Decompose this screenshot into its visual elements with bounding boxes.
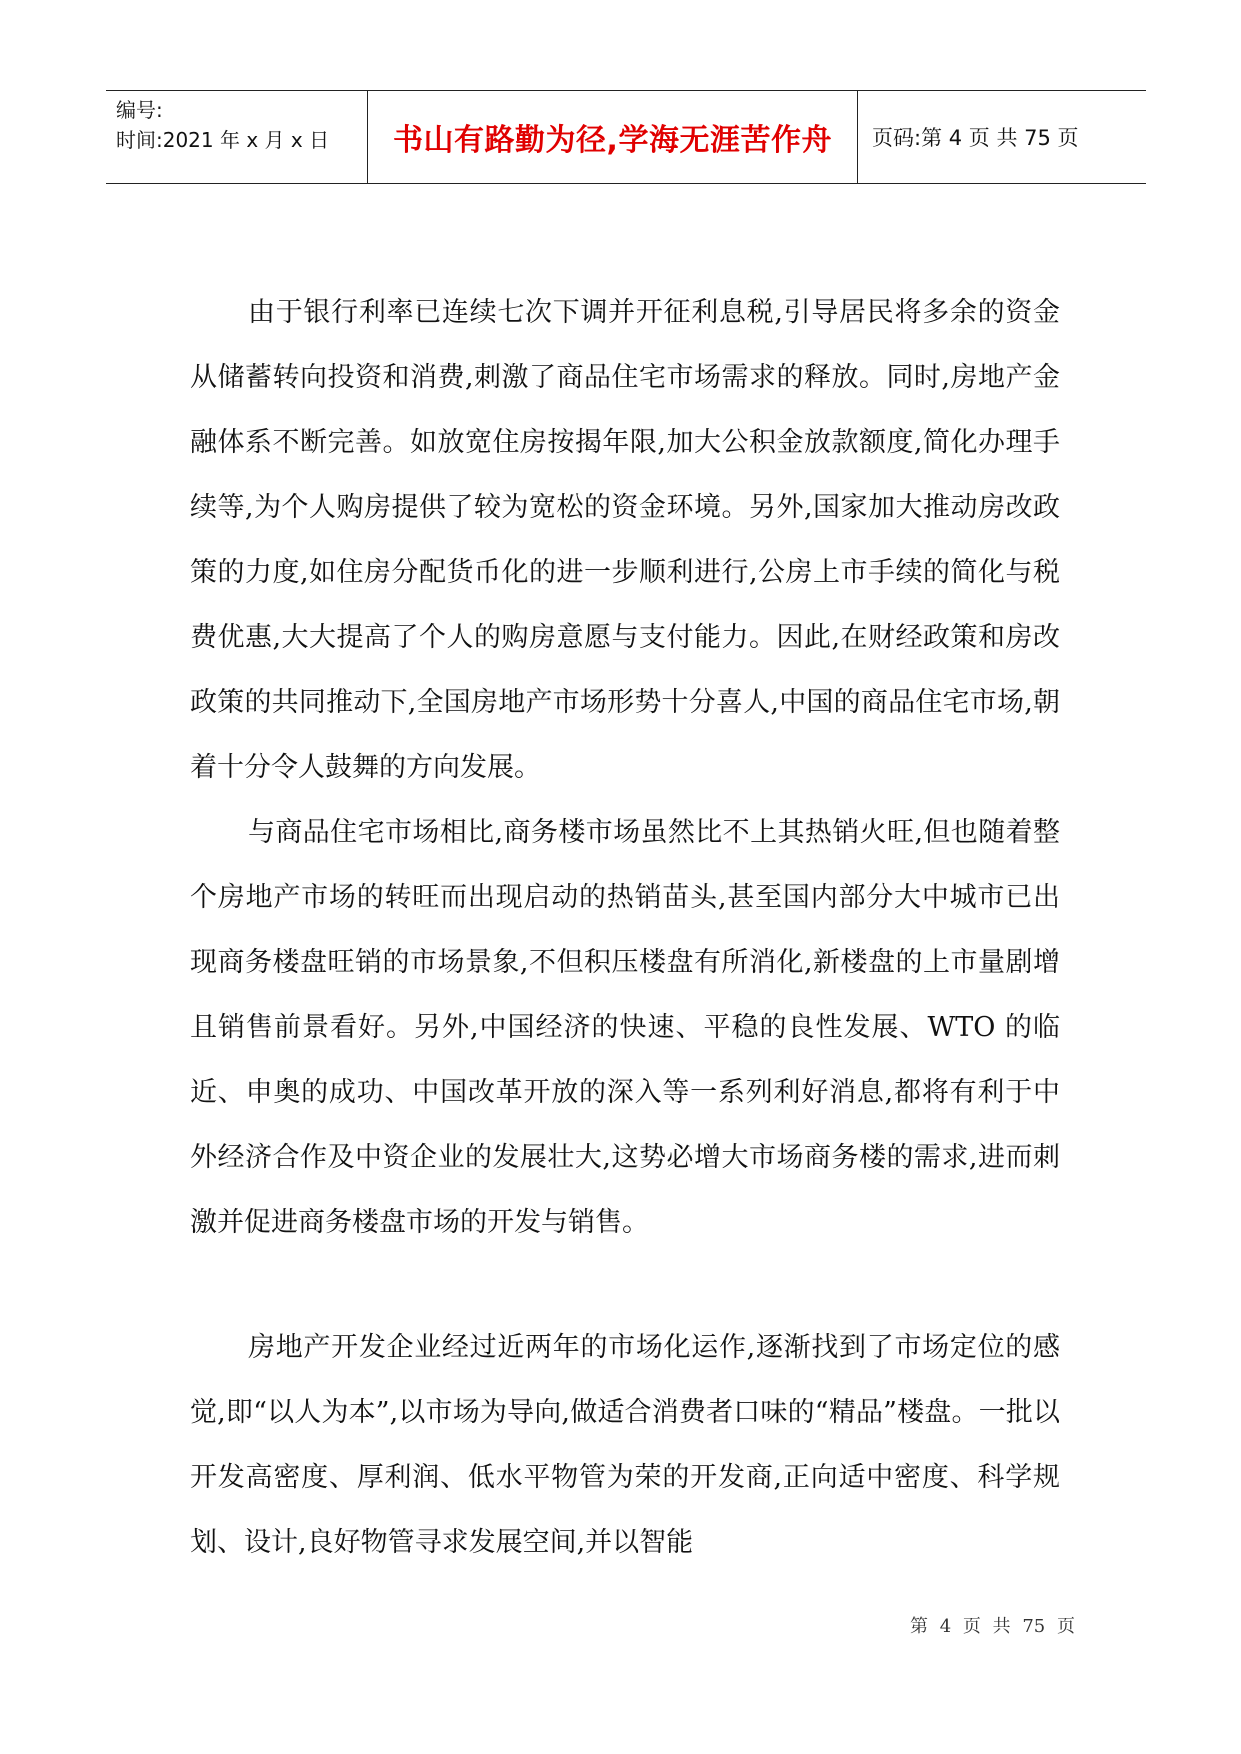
paragraph-gap: [190, 1255, 1060, 1315]
header-motto: 书山有路勤为径,学海无涯苦作舟: [368, 91, 858, 183]
document-number-label: 编号:: [116, 98, 163, 122]
document-body: [190, 280, 1060, 1575]
document-header: [106, 90, 1146, 184]
document-time-label: 时间:2021 年 x 月 x 日: [116, 128, 330, 152]
body-paragraph: 与商品住宅市场相比,商务楼市场虽然比不上其热销火旺,但也随着整个房地产市场的转旺而出现启动的热销苗头,甚至国内部分大中城市已出现商务楼盘旺销的市场景象,不但积压楼盘有所消化,新楼盘的上市量剧增且销售前景看好。另外,中国经济的快速、平稳的良性发展、WTO 的临近、申奥的成功、中国改革开放的深入等一系列利好消息,都将有利于中外经济合作及中资企业的发展壮大,这势必增大市场商务楼的需求,进而刺激并促进商务楼盘市场的开发与销售。: [190, 817, 1060, 1238]
page-footer: 第 4 页 共 75 页: [910, 1616, 1075, 1637]
body-paragraph: 由于银行利率已连续七次下调并开征利息税,引导居民将多余的资金从储蓄转向投资和消费,刺激了商品住宅市场需求的释放。同时,房地产金融体系不断完善。如放宽住房按揭年限,加大公积金放款额度,简化办理手续等,为个人购房提供了较为宽松的资金环境。另外,国家加大推动房改政策的力度,如住房分配货币化的进一步顺利进行,公房上市手续的简化与税费优惠,大大提高了个人的购房意愿与支付能力。因此,在财经政策和房改政策的共同推动下,全国房地产市场形势十分喜人,中国的商品住宅市场,朝着十分令人鼓舞的方向发展。: [190, 297, 1060, 783]
body-paragraph: 房地产开发企业经过近两年的市场化运作,逐渐找到了市场定位的感觉,即“以人为本”,以市场为导向,做适合消费者口味的“精品”楼盘。一批以开发高密度、厚利润、低水平物管为荣的开发商,正向适中密度、科学规划、设计,良好物管寻求发展空间,并以智能: [190, 1332, 1060, 1558]
header-page-label: 页码:第 4 页 共 75 页: [872, 126, 1079, 150]
header-meta: [106, 91, 368, 183]
